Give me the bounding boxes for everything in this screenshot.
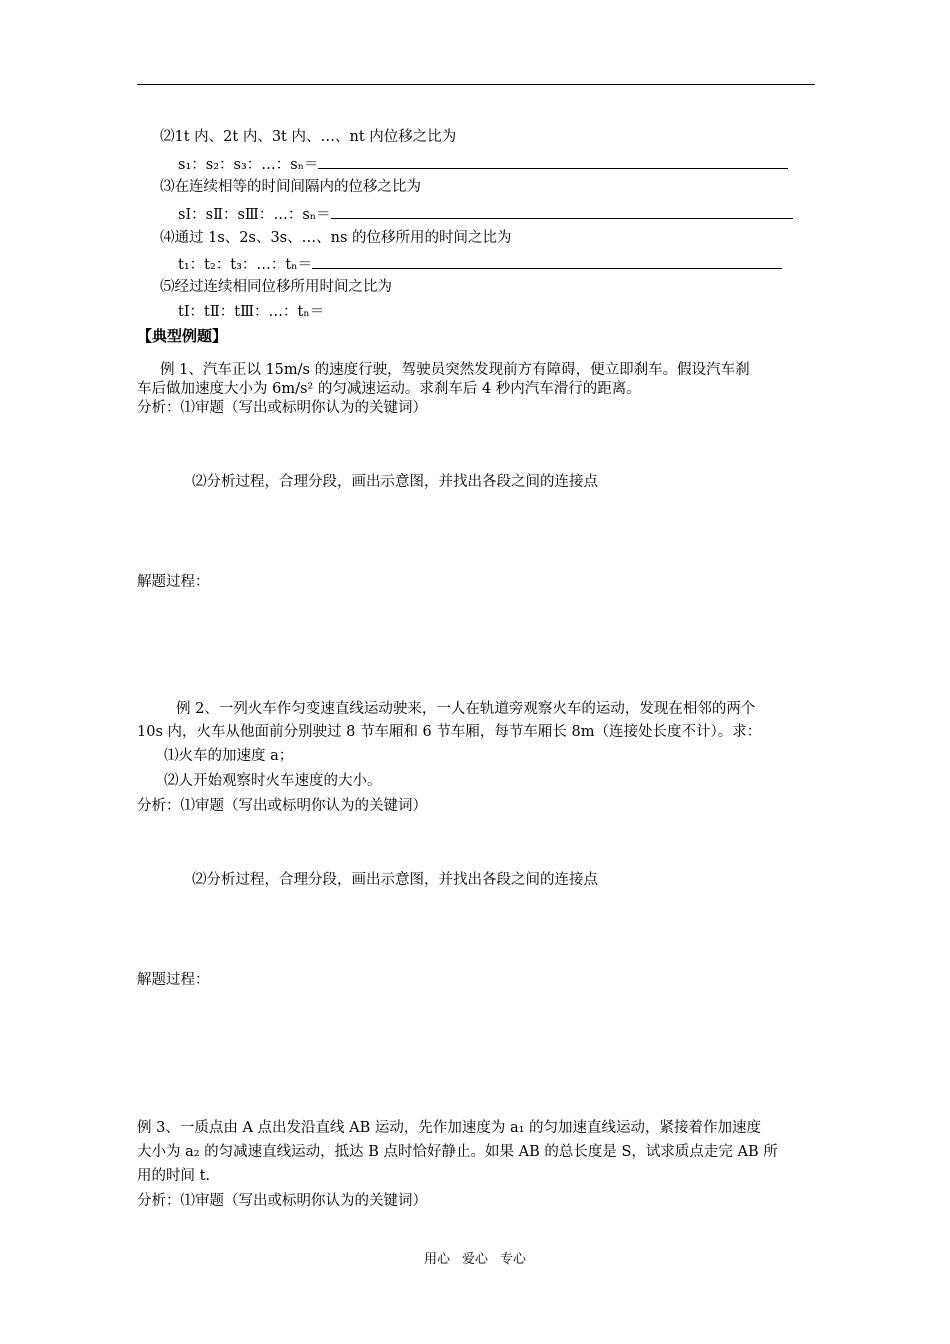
item3-title: ⑶在连续相等的时间间隔内的位移之比为	[160, 179, 421, 195]
item4-row	[178, 254, 782, 274]
example2-analysis: 分析：⑴审题（写出或标明你认为的关键词）	[137, 798, 427, 814]
example1-solution: 解题过程：	[137, 574, 210, 590]
example3-line2: 大小为 a₂ 的匀减速直线运动，抵达 B 点时恰好静止。如果 AB 的总长度是 S，试求质点走完 AB 所	[137, 1144, 778, 1160]
example1-process: ⑵分析过程，合理分段，画出示意图，并找出各段之间的连接点	[192, 474, 598, 490]
example2-line2: 10s 内，火车从他面前分别驶过 8 节车厢和 6 节车厢，每节车厢长 8m（连接处长度不计）。求：	[137, 724, 762, 740]
item2-formula: s₁：s₂：s₃：…：sₙ＝	[178, 157, 319, 173]
example2-process: ⑵分析过程，合理分段，画出示意图，并找出各段之间的连接点	[192, 872, 598, 888]
page-footer	[0, 1248, 950, 1267]
item4-title: ⑷通过 1s、2s、3s、…、ns 的位移所用的时间之比为	[160, 230, 512, 246]
example3-line1: 例 3、一质点由 A 点出发沿直线 AB 运动，先作加速度为 a₁ 的匀加速直线运动，紧接着作加速度	[137, 1120, 762, 1136]
example3-line3: 用的时间 t.	[137, 1168, 211, 1184]
header-rule	[137, 84, 815, 85]
example3-analysis: 分析：⑴审题（写出或标明你认为的关键词）	[137, 1193, 427, 1209]
example1-line1: 例 1、汽车正以 15m/s 的速度行驶，驾驶员突然发现前方有障碍，便立即刹车。假设汽车刹	[160, 362, 750, 378]
section-title: 【典型例题】	[137, 327, 228, 345]
item3-row	[178, 204, 793, 224]
footer-part2: 爱心	[461, 1252, 488, 1267]
item3-formula: sⅠ：sⅡ：sⅢ：…：sₙ＝	[178, 207, 331, 223]
item2-row	[178, 154, 788, 174]
item5-title: ⑸经过连续相同位移所用时间之比为	[160, 279, 392, 295]
item4-formula: t₁：t₂：t₃：…：tₙ＝	[178, 257, 313, 273]
item5-formula: tⅠ：tⅡ：tⅢ：…：tₙ＝	[178, 304, 325, 320]
item4-answer-blank[interactable]	[312, 254, 782, 269]
example2-solution: 解题过程：	[137, 972, 210, 988]
example2-q2: ⑵人开始观察时火车速度的大小。	[164, 773, 382, 789]
item3-answer-blank[interactable]	[331, 204, 793, 219]
item2-title: ⑵1t 内、2t 内、3t 内、…、nt 内位移之比为	[160, 129, 457, 145]
example1-line2: 车后做加速度大小为 6m/s² 的匀减速运动。求刹车后 4 秒内汽车滑行的距离。	[137, 381, 641, 397]
example2-q1: ⑴火车的加速度 a；	[164, 748, 294, 764]
example1-analysis: 分析：⑴审题（写出或标明你认为的关键词）	[137, 400, 427, 416]
item2-answer-blank[interactable]	[318, 154, 788, 169]
footer-part3: 专心	[500, 1252, 527, 1267]
footer-part1: 用心	[423, 1252, 450, 1267]
example2-line1: 例 2、一列火车作匀变速直线运动驶来，一人在轨道旁观察火车的运动，发现在相邻的两个	[176, 701, 756, 717]
